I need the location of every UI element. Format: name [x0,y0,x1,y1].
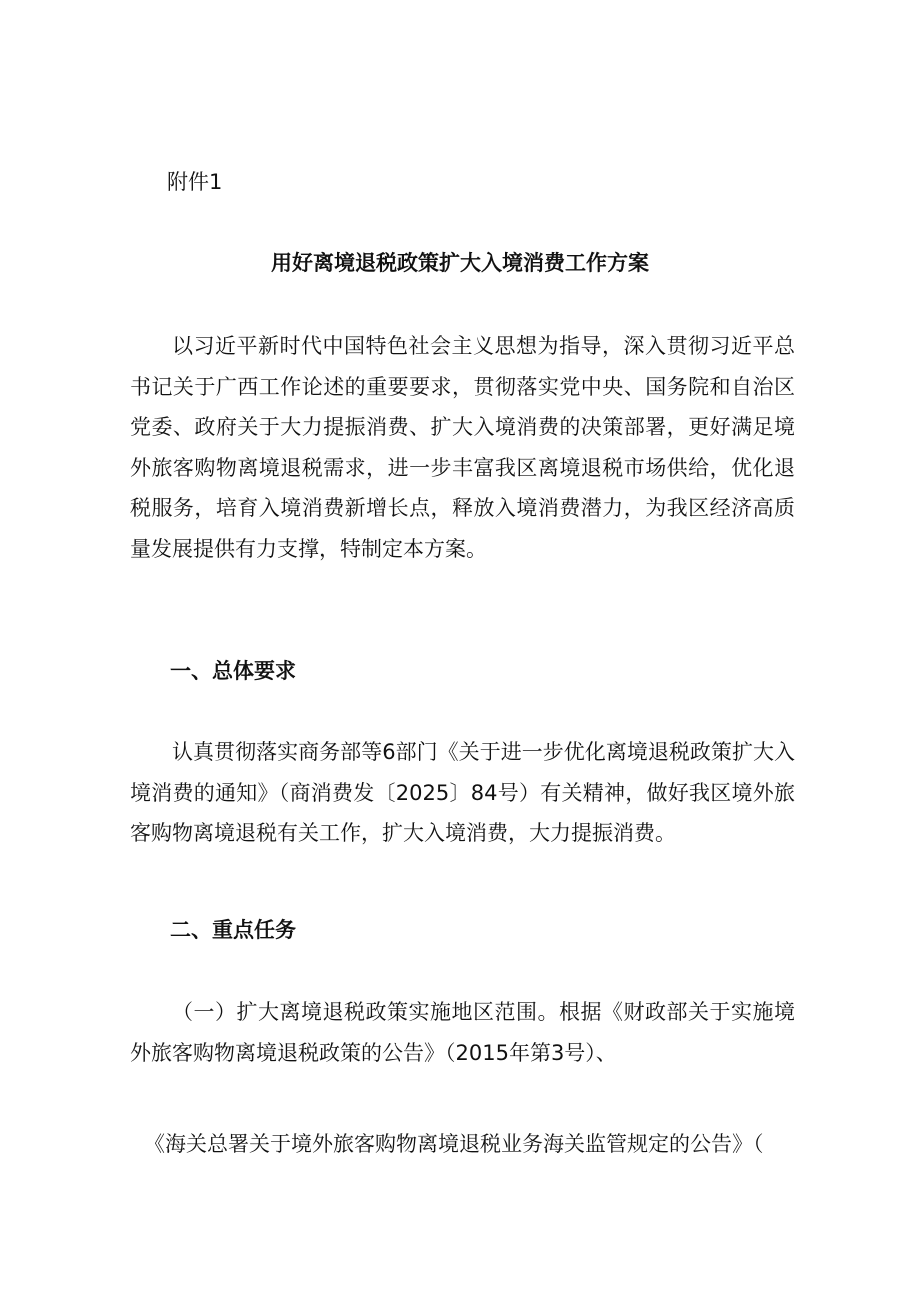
general-requirements-paragraph: 认真贯彻落实商务部等6部门《关于进一步优化离境退税政策扩大入境消费的通知》（商消费发〔2025〕84号）有关精神，做好我区境外旅客购物离境退税有关工作，扩大入境消费，大力提振消费。 [130,740,795,845]
key-task-item-1-continued: 《海关总署关于境外旅客购物离境退税业务海关监管规定的公告》（ [144,1132,764,1156]
section-heading-general-requirements: 一、总体要求 [170,659,296,683]
attachment-label: 附件1 [167,170,223,194]
key-task-item-1: （一）扩大离境退税政策实施地区范围。根据《财政部关于实施境外旅客购物离境退税政策的公告》（2015年第3号）、 [130,1000,795,1065]
document-title: 用好离境退税政策扩大入境消费工作方案 [271,251,649,275]
section-heading-key-tasks: 二、重点任务 [170,918,296,942]
intro-paragraph: 以习近平新时代中国特色社会主义思想为指导，深入贯彻习近平总书记关于广西工作论述的重要要求，贯彻落实党中央、国务院和自治区党委、政府关于大力提振消费、扩大入境消费的决策部署，更好满足境外旅客购物离境退税需求，进一步丰富我区离境退税市场供给，优化退税服务，培育入境消费新增长点，释放入境消费潜力，为我区经济高质量发展提供有力支撑，特制定本方案。 [130,334,795,561]
